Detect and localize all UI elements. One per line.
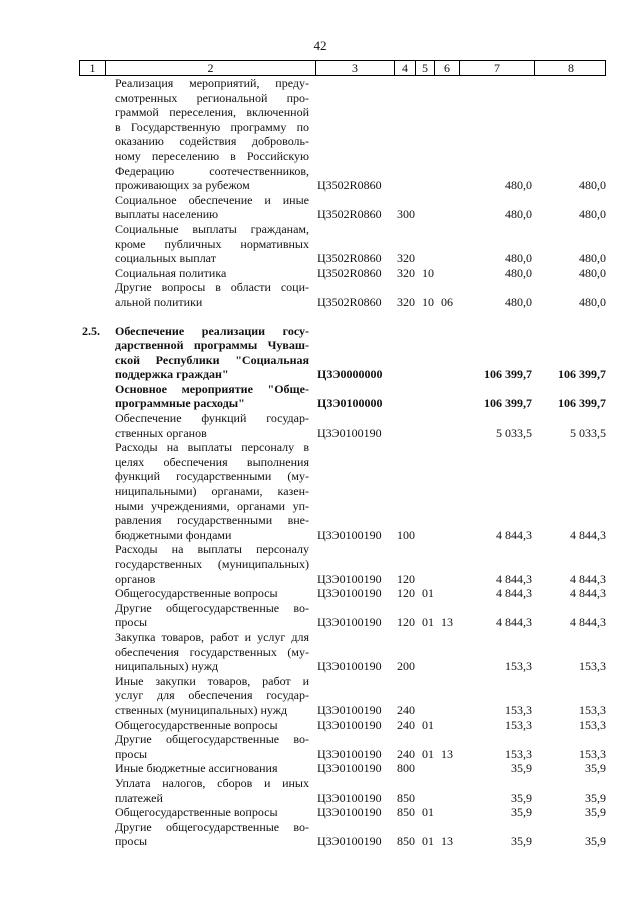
- row-description: [115, 266, 309, 281]
- row-description: [115, 761, 309, 776]
- description-line: просы: [115, 615, 148, 630]
- expense-type-code: 320: [397, 251, 415, 266]
- expense-type-code: 320: [397, 265, 415, 280]
- row-description: [115, 193, 309, 222]
- description-line: ными учреждениями, органами уп-: [115, 498, 309, 513]
- amount-year-2: 106 399,7: [558, 396, 606, 411]
- description-line: ской Республики "Социальная: [115, 352, 309, 367]
- description-line: Общегосударственные вопросы: [115, 586, 278, 601]
- description-line: выплаты населению: [115, 207, 219, 222]
- description-line: ственных (муниципальных) нужд: [115, 702, 288, 717]
- target-article-code: Ц3Э0100190: [317, 761, 382, 776]
- amount-year-2: 153,3: [579, 746, 606, 761]
- expense-type-code: 100: [397, 527, 415, 542]
- table-row: [0, 266, 640, 281]
- target-article-code: Ц3502R0860: [317, 178, 382, 193]
- description-line: Социальные выплаты гражданам,: [115, 221, 309, 236]
- amount-year-1: 4 844,3: [496, 586, 532, 601]
- description-line: Социальная политика: [115, 265, 227, 280]
- expense-type-code: 850: [397, 805, 415, 820]
- target-article-code: Ц3Э0100190: [317, 702, 382, 717]
- description-line: ственных органов: [115, 425, 207, 440]
- header-col-7: 7: [460, 61, 535, 75]
- table-row: [0, 193, 640, 222]
- amount-year-2: 4 844,3: [570, 615, 606, 630]
- table-row: [0, 674, 640, 718]
- table-row: [0, 411, 640, 440]
- description-line: равления государственными вне-: [115, 513, 309, 528]
- table-row: [0, 805, 640, 820]
- amount-year-1: 153,3: [505, 717, 532, 732]
- amount-year-1: 106 399,7: [484, 396, 532, 411]
- description-line: бюджетными фондами: [115, 527, 232, 542]
- description-line: альной политики: [115, 294, 203, 309]
- amount-year-1: 4 844,3: [496, 571, 532, 586]
- page-number: 42: [313, 38, 327, 53]
- table-row: [0, 601, 640, 630]
- expense-type-code: 240: [397, 717, 415, 732]
- section-code: 01: [422, 746, 434, 761]
- target-article-code: Ц3Э0100190: [317, 834, 382, 849]
- target-article-code: Ц3Э0100190: [317, 527, 382, 542]
- row-description: [115, 411, 309, 440]
- row-description: [115, 542, 309, 586]
- target-article-code: Ц3Э0000000: [317, 367, 383, 382]
- header-col-5: 5: [416, 61, 435, 75]
- table-row: [0, 440, 640, 542]
- description-line: Закупка товаров, работ и услуг для: [115, 629, 309, 644]
- expense-type-code: 200: [397, 659, 415, 674]
- description-line: Реализация мероприятий, преду-: [115, 76, 309, 90]
- description-line: Иные закупки товаров, работ и: [115, 673, 309, 688]
- table-row: [0, 76, 640, 193]
- description-line: платежей: [115, 790, 163, 805]
- description-line: Другие вопросы в области соци-: [115, 280, 309, 295]
- target-article-code: Ц3Э0100190: [317, 425, 382, 440]
- amount-year-2: 4 844,3: [570, 586, 606, 601]
- table-row: [0, 630, 640, 674]
- row-description: [115, 674, 309, 718]
- table-row: [0, 324, 640, 382]
- target-article-code: Ц3502R0860: [317, 294, 382, 309]
- table-row: [0, 542, 640, 586]
- target-article-code: Ц3502R0860: [317, 251, 382, 266]
- expense-type-code: 240: [397, 746, 415, 761]
- row-description: [115, 732, 309, 761]
- subsection-code: 13: [441, 834, 453, 849]
- row-number: 2.5.: [82, 323, 100, 338]
- target-article-code: Ц3Э0100190: [317, 659, 382, 674]
- amount-year-1: 4 844,3: [496, 615, 532, 630]
- section-code: 01: [422, 586, 434, 601]
- amount-year-1: 106 399,7: [484, 367, 532, 382]
- table-row: [0, 732, 640, 761]
- target-article-code: Ц3Э0100190: [317, 717, 382, 732]
- target-article-code: Ц3502R0860: [317, 207, 382, 222]
- table-row: [0, 382, 640, 411]
- table-row: [0, 222, 640, 266]
- row-description: [115, 776, 309, 805]
- amount-year-2: 35,9: [585, 805, 606, 820]
- section-code: 10: [422, 294, 434, 309]
- target-article-code: Ц3Э0100000: [317, 396, 383, 411]
- header-col-8: 8: [568, 61, 574, 75]
- amount-year-1: 480,0: [505, 178, 532, 193]
- header-col-1: 1: [80, 61, 106, 75]
- description-line: Общегосударственные вопросы: [115, 805, 278, 820]
- target-article-code: Ц3Э0100190: [317, 571, 382, 586]
- amount-year-2: 480,0: [579, 251, 606, 266]
- header-col-6: 6: [435, 61, 460, 75]
- description-line: Социальное обеспечение и иные: [115, 192, 309, 207]
- header-col-4: 4: [395, 61, 416, 75]
- target-article-code: Ц3502R0860: [317, 265, 382, 280]
- expense-type-code: 120: [397, 571, 415, 586]
- table-row: [0, 586, 640, 601]
- row-description: [115, 630, 309, 674]
- description-line: услуг для обеспечения государ-: [115, 688, 309, 703]
- description-line: органов: [115, 571, 156, 586]
- amount-year-2: 480,0: [579, 294, 606, 309]
- amount-year-2: 4 844,3: [570, 571, 606, 586]
- amount-year-1: 35,9: [511, 761, 532, 776]
- target-article-code: Ц3Э0100190: [317, 586, 382, 601]
- amount-year-1: 35,9: [511, 834, 532, 849]
- row-description: [115, 820, 309, 849]
- expense-type-code: 320: [397, 294, 415, 309]
- amount-year-1: 480,0: [505, 251, 532, 266]
- amount-year-2: 5 033,5: [570, 425, 606, 440]
- header-col-3: 3: [316, 61, 395, 75]
- table-row: [0, 280, 640, 309]
- amount-year-1: 35,9: [511, 805, 532, 820]
- description-line: Другие общегосударственные во-: [115, 600, 309, 615]
- target-article-code: Ц3Э0100190: [317, 805, 382, 820]
- amount-year-1: 480,0: [505, 265, 532, 280]
- amount-year-1: 480,0: [505, 207, 532, 222]
- description-line: социальных выплат: [115, 251, 216, 266]
- row-description: [115, 280, 309, 309]
- amount-year-2: 35,9: [585, 761, 606, 776]
- section-code: 01: [422, 805, 434, 820]
- row-description: [115, 222, 309, 266]
- description-line: государственных (муниципальных): [115, 557, 309, 571]
- expense-type-code: 120: [397, 586, 415, 601]
- subsection-code: 13: [441, 615, 453, 630]
- description-line: программные расходы": [115, 396, 245, 411]
- target-article-code: Ц3Э0100190: [317, 790, 382, 805]
- amount-year-1: 153,3: [505, 702, 532, 717]
- row-description: [115, 440, 309, 542]
- table-body: [0, 76, 640, 849]
- expense-type-code: 850: [397, 790, 415, 805]
- description-line: Федерацию соотечественников,: [115, 163, 309, 178]
- amount-year-1: 4 844,3: [496, 527, 532, 542]
- row-description: [115, 324, 309, 382]
- row-description: [115, 601, 309, 630]
- description-line: Обеспечение реализации госу-: [115, 323, 309, 338]
- expense-type-code: 850: [397, 834, 415, 849]
- row-description: [115, 805, 309, 820]
- row-description: [115, 586, 309, 601]
- description-line: ниципальными) органами, казен-: [115, 484, 309, 499]
- expense-type-code: 120: [397, 615, 415, 630]
- section-code: 10: [422, 265, 434, 280]
- expense-type-code: 300: [397, 207, 415, 222]
- description-line: оказанию содействия доброволь-: [115, 134, 309, 149]
- amount-year-2: 35,9: [585, 834, 606, 849]
- description-line: в Государственную программу по: [115, 119, 309, 134]
- description-line: Расходы на выплаты персоналу: [115, 542, 309, 557]
- expense-type-code: 800: [397, 761, 415, 776]
- subsection-code: 06: [441, 294, 453, 309]
- description-line: просы: [115, 834, 148, 849]
- description-line: целях обеспечения выполнения: [115, 454, 309, 469]
- amount-year-1: 35,9: [511, 790, 532, 805]
- amount-year-2: 153,3: [579, 702, 606, 717]
- description-line: Другие общегосударственные во-: [115, 732, 309, 747]
- description-line: кроме публичных нормативных: [115, 236, 309, 251]
- target-article-code: Ц3Э0100190: [317, 615, 382, 630]
- table-row: [0, 776, 640, 805]
- row-description: [115, 718, 309, 733]
- table-row: [0, 718, 640, 733]
- expense-type-code: 240: [397, 702, 415, 717]
- table-row: [0, 761, 640, 776]
- table-row: [0, 820, 640, 849]
- amount-year-2: 153,3: [579, 717, 606, 732]
- row-description: [115, 382, 309, 411]
- amount-year-1: 153,3: [505, 659, 532, 674]
- amount-year-2: 4 844,3: [570, 527, 606, 542]
- subsection-code: 13: [441, 746, 453, 761]
- description-line: граммой переселения, включенной: [115, 105, 309, 120]
- description-line: Основное мероприятие "Обще-: [115, 381, 309, 396]
- description-line: просы: [115, 746, 148, 761]
- table-header-row: [79, 60, 606, 76]
- target-article-code: Ц3Э0100190: [317, 746, 382, 761]
- section-code: 01: [422, 717, 434, 732]
- amount-year-1: 153,3: [505, 746, 532, 761]
- description-line: ниципальных) нужд: [115, 659, 219, 674]
- amount-year-2: 35,9: [585, 790, 606, 805]
- amount-year-1: 5 033,5: [496, 425, 532, 440]
- description-line: Обеспечение функций государ-: [115, 411, 309, 426]
- description-line: ному переселению в Российскую: [115, 148, 309, 163]
- amount-year-2: 480,0: [579, 265, 606, 280]
- description-line: Другие общегосударственные во-: [115, 819, 309, 834]
- section-code: 01: [422, 834, 434, 849]
- description-line: Иные бюджетные ассигнования: [115, 761, 278, 776]
- amount-year-2: 480,0: [579, 178, 606, 193]
- description-line: Расходы на выплаты персоналу в: [115, 440, 309, 455]
- header-col-2: 2: [106, 61, 316, 75]
- row-description: [115, 76, 309, 193]
- description-line: дарственной программы Чуваш-: [115, 338, 309, 353]
- amount-year-1: 480,0: [505, 294, 532, 309]
- description-line: смотренных региональной про-: [115, 90, 309, 105]
- amount-year-2: 480,0: [579, 207, 606, 222]
- section-code: 01: [422, 615, 434, 630]
- description-line: проживающих за рубежом: [115, 178, 250, 193]
- amount-year-2: 106 399,7: [558, 367, 606, 382]
- description-line: поддержка граждан": [115, 367, 229, 382]
- description-line: Общегосударственные вопросы: [115, 717, 278, 732]
- description-line: функций государственными (му-: [115, 469, 309, 484]
- row-spacer: [0, 310, 640, 324]
- description-line: Уплата налогов, сборов и иных: [115, 775, 309, 790]
- description-line: обеспечения государственных (му-: [115, 644, 309, 659]
- amount-year-2: 153,3: [579, 659, 606, 674]
